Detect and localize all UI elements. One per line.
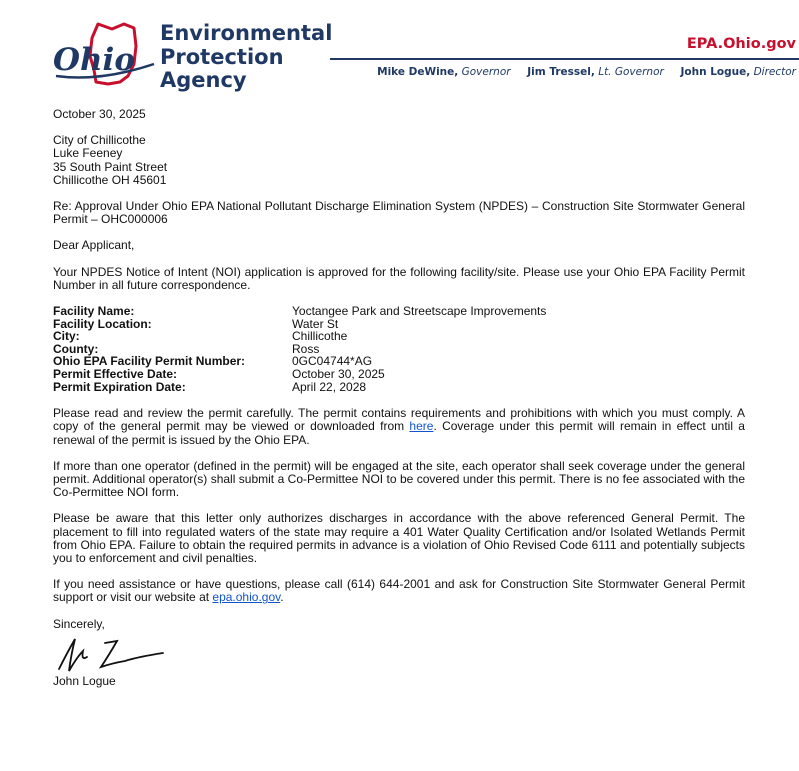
letter-body: [53, 108, 745, 688]
facility-label: Permit Expiration Date:: [53, 379, 186, 394]
facility-row: [53, 330, 546, 343]
website-label: EPA.Ohio.gov: [686, 36, 796, 52]
facility-label: Permit Effective Date:: [53, 367, 178, 381]
official-name: Jim Tressel,: [527, 66, 595, 78]
contact-paragraph: [53, 578, 745, 604]
official-name: John Logue,: [680, 66, 751, 78]
signer-name: John Logue: [53, 673, 116, 688]
operators-paragraph: If more than one operator (defined in the permit) will be engaged at the site, each operator shall seek coverage under the general permit. Additional operator(s) shall submit a Co-Permittee NOI to be covered under this permit. There is no fee associated with the Co-Permittee NOI form.: [53, 458, 745, 500]
facility-row: [53, 368, 546, 381]
address-line: 35 South Paint Street: [53, 159, 168, 174]
facility-value: October 30, 2025: [292, 367, 385, 381]
ohio-epa-logo: [50, 20, 160, 92]
facility-value: April 22, 2028: [292, 379, 367, 394]
official-title: Governor: [461, 66, 511, 78]
official-name: Mike DeWine,: [377, 66, 459, 78]
facility-label: County:: [53, 341, 99, 356]
agency-name: [160, 22, 332, 93]
review-text-end: . Coverage under this permit will remain in effect until a renewal of the permit is issued by the Ohio EPA.: [53, 419, 745, 447]
review-paragraph: [53, 407, 745, 447]
logo-wordmark: Ohio: [53, 42, 135, 78]
facility-value: Water St: [292, 316, 339, 331]
officials-line: [377, 66, 796, 78]
letter-date: October 30, 2025: [53, 107, 146, 121]
discharge-paragraph: Please be aware that this letter only authorizes discharges in accordance with the above referenced General Permit. The placement to fill into regulated waters of the state may require a 401 Water Quality Certification and/or Isolated Wetlands Permit from Ohio EPA. Failure to obtain the required permits in advance is a violation of Ohio Revised Code 6111 and potentially subjects you to enforcement and civil penalties.: [53, 511, 745, 566]
header-divider: [330, 58, 799, 60]
intro-paragraph: Your NPDES Notice of Intent (NOI) application is approved for the following facility/site. Please use your Ohio EPA Facility Permit Number in all future correspondence.: [53, 264, 745, 292]
official-title: Director: [753, 66, 796, 78]
salutation: Dear Applicant,: [53, 238, 135, 253]
facility-value: Yoctangee Park and Streetscape Improvements: [292, 304, 547, 319]
address-line: Luke Feeney: [53, 146, 123, 161]
facility-details: [53, 305, 546, 393]
recipient-address: [53, 134, 745, 187]
facility-value: 0GC04744*AG: [292, 354, 373, 369]
facility-label: Ohio EPA Facility Permit Number:: [53, 354, 246, 369]
re-line: Re: Approval Under Ohio EPA National Pollutant Discharge Elimination System (NPDES) – Construction Site Stormwater General Permit – OHC000006: [53, 199, 745, 227]
facility-row: [53, 305, 546, 318]
facility-label: City:: [53, 329, 80, 344]
official-title: Lt. Governor: [598, 66, 664, 78]
permit-download-link[interactable]: here: [409, 419, 434, 434]
letterhead: [0, 0, 799, 100]
facility-value: Chillicothe: [292, 329, 348, 344]
contact-text: If you need assistance or have questions, please call (614) 644-2001 and ask for Construction Site Stormwater General Permit support or visit our website at: [53, 577, 745, 605]
website-link[interactable]: epa.ohio.gov: [212, 590, 281, 605]
address-line: Chillicothe OH 45601: [53, 172, 167, 187]
agency-line: Environmental: [160, 21, 333, 45]
closing: Sincerely,: [53, 616, 105, 631]
agency-line: Agency: [160, 68, 247, 92]
review-text: Please read and review the permit carefully. The permit contains requirements and prohibitions with which you must comply. A copy of the general permit may be viewed or downloaded from: [53, 406, 745, 434]
contact-text-end: .: [280, 590, 284, 605]
facility-row: [53, 381, 546, 394]
facility-value: Ross: [292, 341, 320, 356]
address-line: City of Chillicothe: [53, 133, 146, 148]
agency-line: Protection: [160, 44, 284, 69]
signature: [53, 633, 173, 675]
facility-label: Facility Location:: [53, 316, 152, 331]
facility-label: Facility Name:: [53, 304, 135, 319]
